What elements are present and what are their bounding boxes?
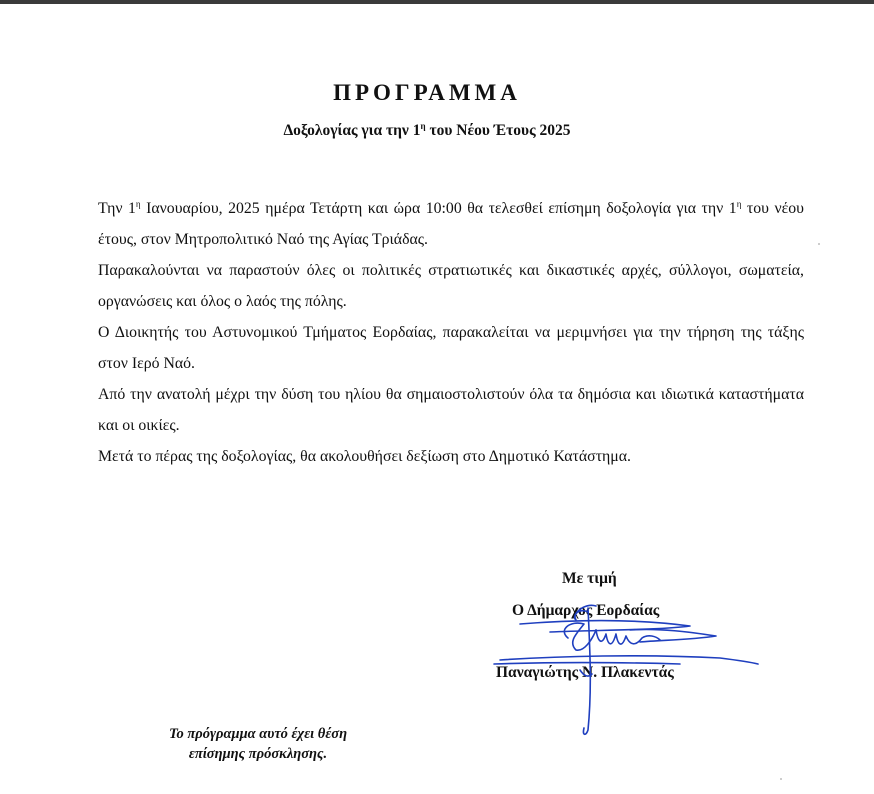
scan-speck [818,243,820,245]
note-line-1: Το πρόγραμμα αυτό έχει θέση [168,726,348,742]
document-subtitle [0,122,854,140]
invitation-note [138,724,378,764]
subtitle-text-start: Δοξολογίας για την 1 [283,122,421,139]
paragraph-police: Ο Διοικητής του Αστυνομικού Τμήματος Εορδαίας, παρακαλείται να μεριμνήσει για την τήρηση της τάξης στον Ιερό Ναό. [98,324,804,372]
signer-role: Ο Δήμαρχος Εορδαίας [512,602,660,619]
scan-speck [780,778,782,780]
paragraph-1-middle: Ιανουαρίου, 2025 ημέρα Τετάρτη και ώρα 10:00 θα τελεσθεί επίσημη δοξολογία για την 1 [140,200,737,217]
subtitle-text-end: του Νέου Έτους 2025 [425,122,571,139]
top-border [0,0,874,4]
paragraph-1-end: του νέου έτους, στον Μητροπολιτικό Ναό της Αγίας Τριάδας. [98,200,804,248]
closing-greeting: Με τιμή [562,570,617,587]
paragraph-reception: Μετά το πέρας της δοξολογίας, θα ακολουθήσει δεξίωση στο Δημοτικό Κατάστημα. [98,448,632,465]
document-body [98,193,804,472]
paragraph-invitation: Παρακαλούνται να παραστούν όλες οι πολιτικές στρατιωτικές και δικαστικές αρχές, σύλλογοι, σωματεία, οργανώσεις και όλος ο λαός της πόλης. [98,262,804,310]
signer-name: Παναγιώτης Ν. Πλακεντάς [496,664,674,681]
paragraph-1-superscript-2: η [736,199,742,209]
paragraph-flags: Από την ανατολή μέχρι την δύση του ηλίου θα σημαιοστολιστούν όλα τα δημόσια και ιδιωτικά καταστήματα και οι οικίες. [98,386,804,434]
note-line-2: επίσημης πρόσκλησης. [188,746,328,762]
paragraph-1-start: Την 1 [98,200,136,217]
document-title: ΠΡΟΓΡΑΜΜΑ [333,80,521,105]
paragraph-date-announcement [98,193,804,255]
subtitle-superscript: η [420,121,426,131]
paragraph-1-superscript: η [135,199,141,209]
